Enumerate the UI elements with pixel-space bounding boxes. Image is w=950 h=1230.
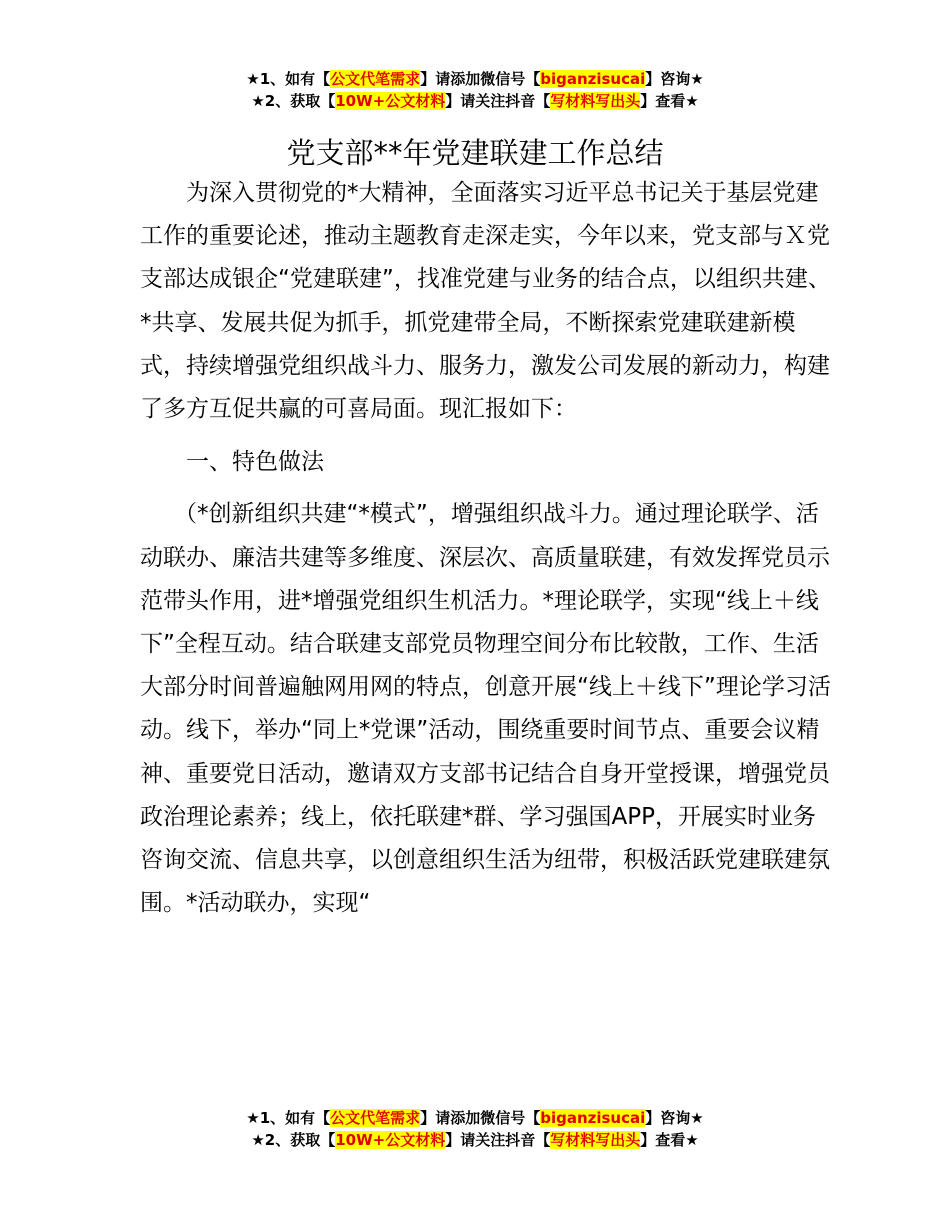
banner-text: 】请添加微信号【 [420,70,541,88]
banner-highlight: 公文代笔需求 [330,70,421,88]
banner-text: 】查看★ [640,1131,699,1149]
section-heading: 一、特色做法 [186,449,324,476]
banner-text: ★2、获取【 [251,1131,336,1149]
banner-highlight: biganzisucai [540,70,646,88]
banner-text: 】查看★ [640,92,699,110]
banner-text: ★2、获取【 [251,92,336,110]
banner-highlight: 写材料写出头 [550,92,641,110]
banner-line-2 [0,1129,950,1151]
banner-line-1 [0,1107,950,1129]
banner-line-1 [0,68,950,90]
banner-line-2 [0,90,950,112]
banner-text: 】咨询★ [645,70,704,88]
document-title: 党支部**年党建联建工作总结 [286,136,664,171]
banner-highlight: 10W+公文材料 [335,1131,446,1149]
banner-text: 】请添加微信号【 [420,1109,541,1127]
section-paragraph: （*创新组织共建“*模式”，增强组织战斗力。通过理论联学、活动联办、廉洁共建等多维度、深层次、高质量联建，有效发挥党员示范带头作用，进*增强党组织生机活力。*理论联学，实现“线上＋线下”全程互动。结合联建支部党员物理空间分布比较散，工作、生活大部分时间普遍触网用网的特点，创意开展“线上＋线下”理论学习活动。线下，举办“同上*党课”活动，围绕重要时间节点、重要会议精神、重要党日活动，邀请双方支部书记结合自身开堂授课，增强党员政治理论素养；线上，依托联建*群、学习强国APP，开展实时业务咨询交流、信息共享，以创意组织生活为纽带，积极活跃党建联建氛围。*活动联办，实现“ [140,501,831,917]
footer-banner [0,1107,950,1151]
banner-highlight: 写材料写出头 [550,1131,641,1149]
banner-highlight: biganzisucai [540,1109,646,1127]
banner-text: 】请关注抖音【 [445,1131,551,1149]
banner-highlight: 公文代笔需求 [330,1109,421,1127]
banner-text: 】请关注抖音【 [445,92,551,110]
banner-highlight: 10W+公文材料 [335,92,446,110]
banner-text: 】咨询★ [645,1109,704,1127]
intro-paragraph: 为深入贯彻党的*大精神，全面落实习近平总书记关于基层党建工作的重要论述，推动主题教育走深走实，今年以来，党支部与Ｘ党支部达成银企“党建联建”，找准党建与业务的结合点，以组织共建、*共享、发展共促为抓手，抓党建带全局，不断探索党建联建新模式，持续增强党组织战斗力、服务力，激发公司发展的新动力，构建了多方互促共赢的可喜局面。现汇报如下： [140,180,831,423]
banner-text: ★1、如有【 [246,70,331,88]
banner-text: ★1、如有【 [246,1109,331,1127]
header-banner [0,68,950,112]
document-body [140,172,835,925]
